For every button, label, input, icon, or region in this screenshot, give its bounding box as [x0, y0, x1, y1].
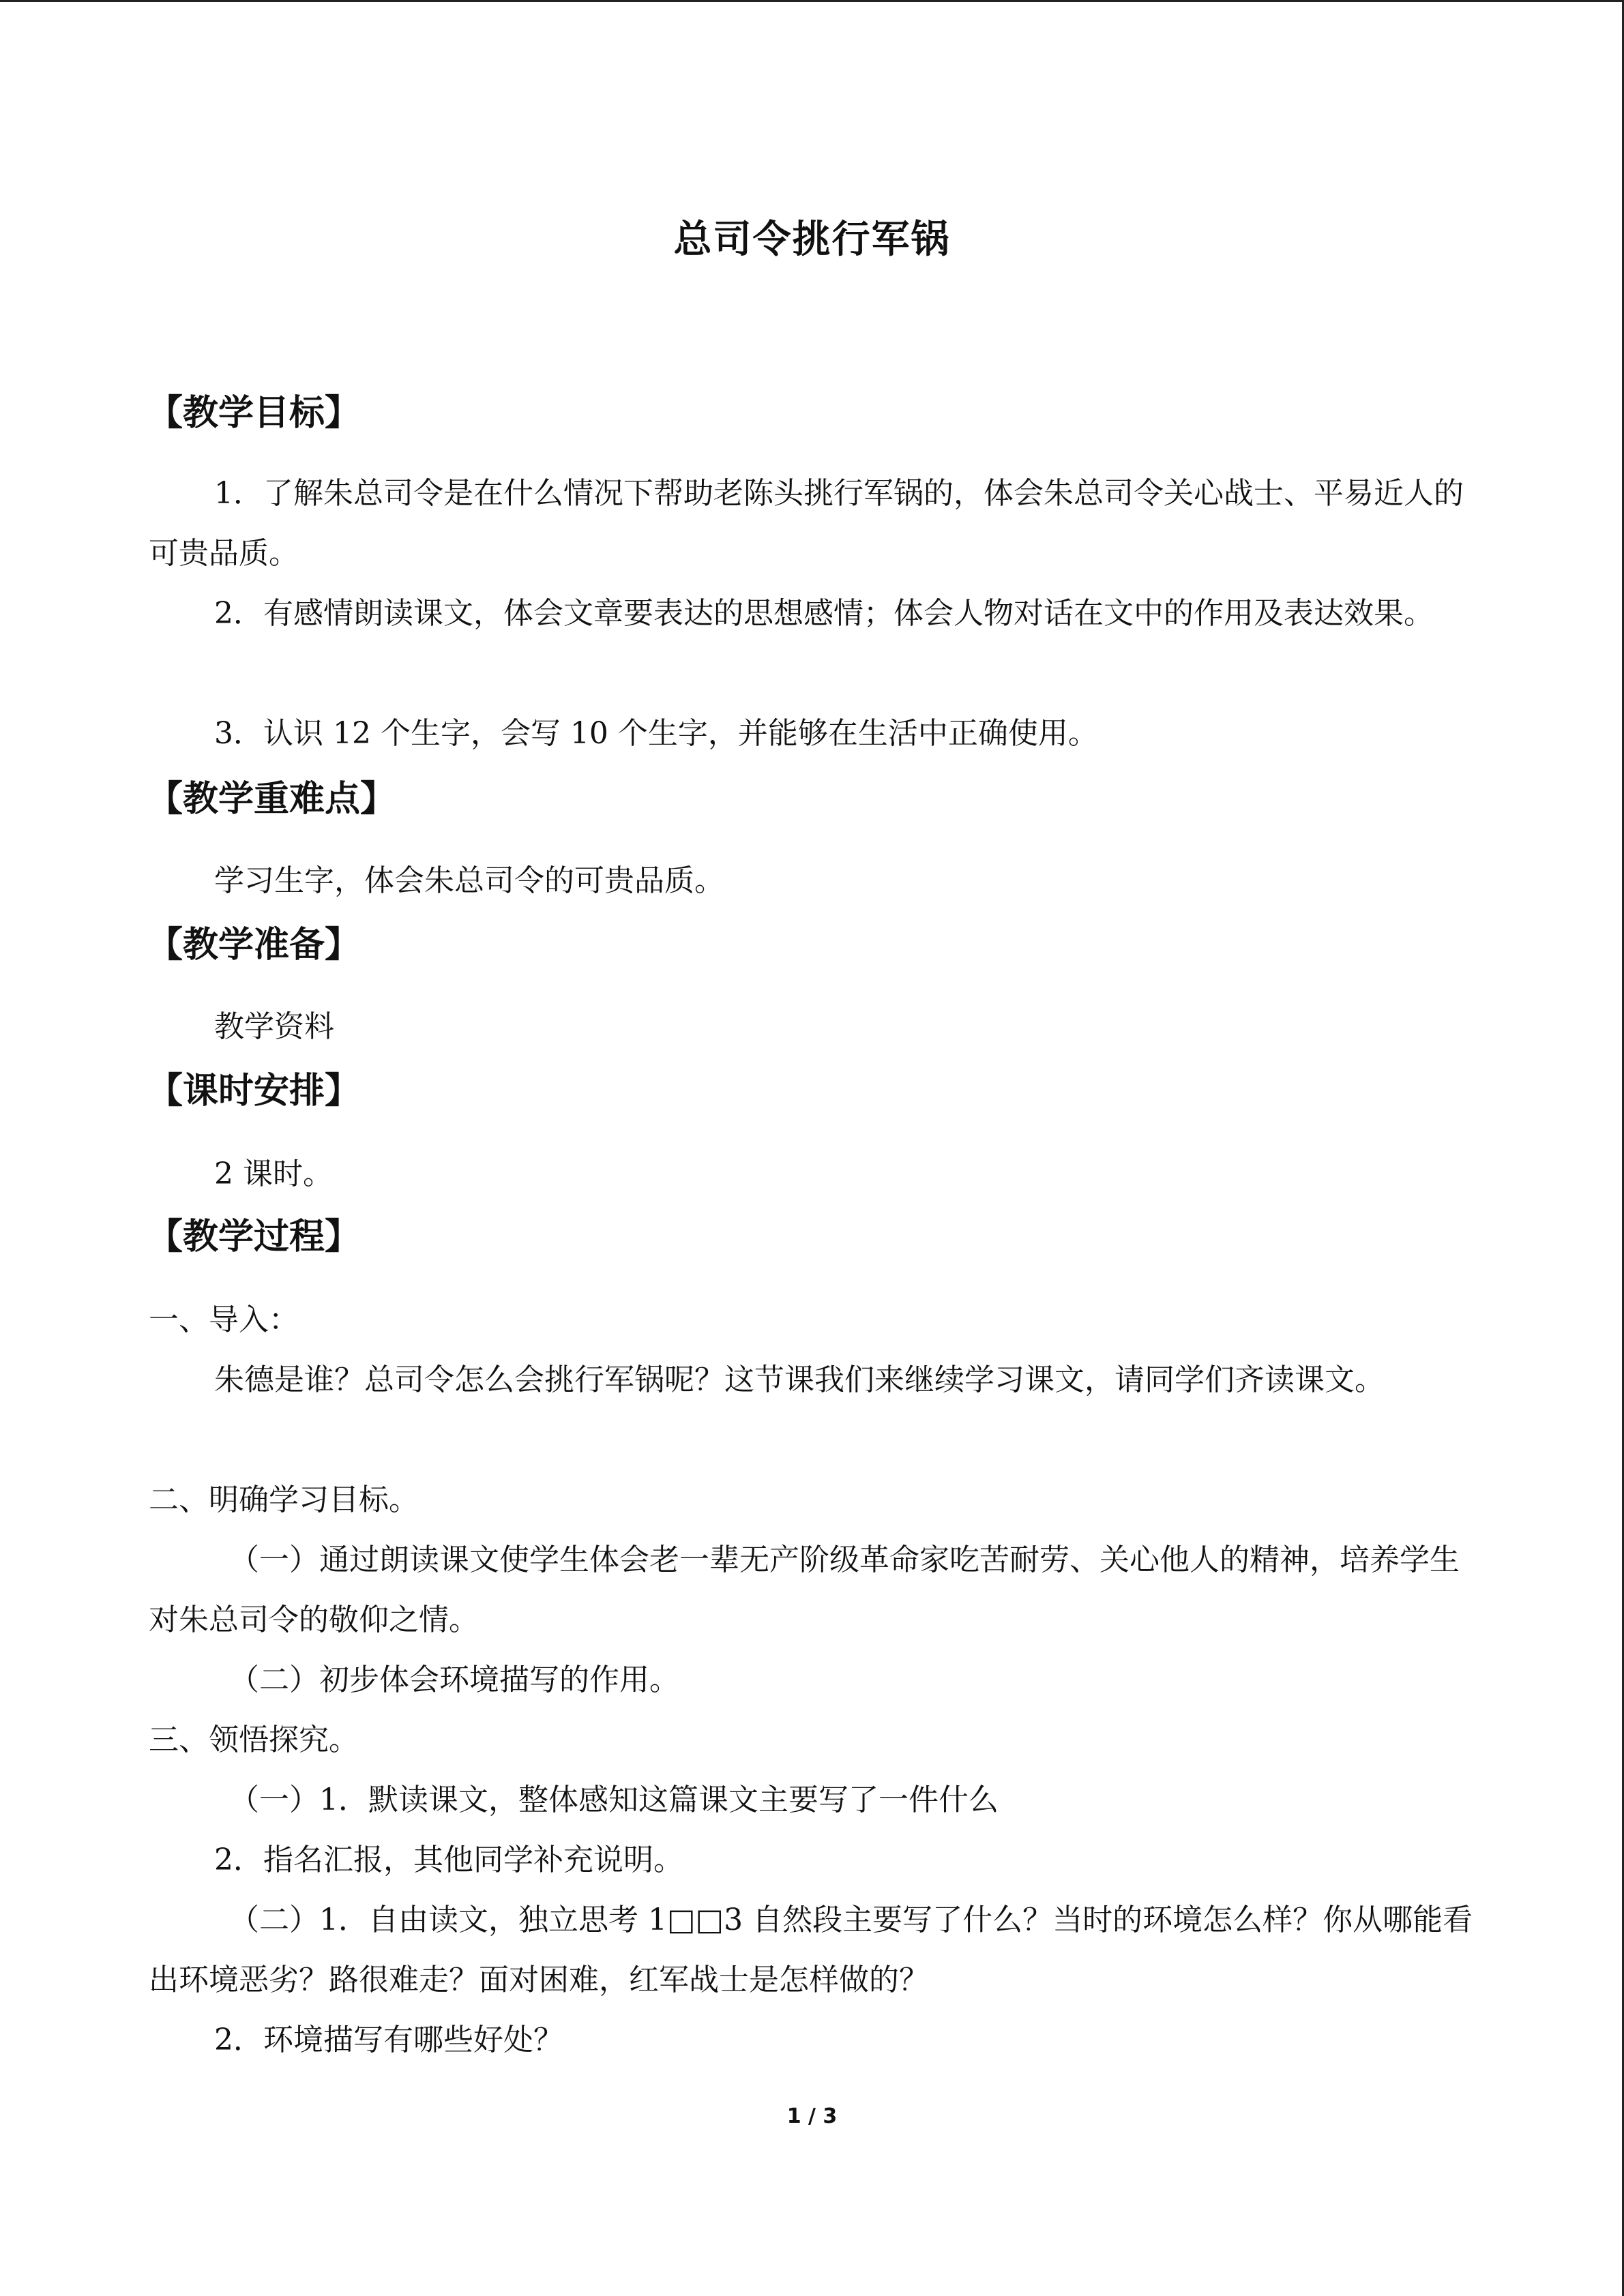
page-title: 总司令挑行军锅 — [673, 218, 951, 262]
process-line-5: （二）初步体会环境描写的作用。 — [229, 1663, 679, 1697]
heading-schedule: 【课时安排】 — [147, 1071, 361, 1112]
process-line-8: 2．指名汇报，其他同学补充说明。 — [214, 1843, 683, 1877]
heading-key-points: 【教学重难点】 — [147, 779, 396, 820]
process-line-6: 三、领悟探究。 — [149, 1723, 359, 1757]
goal-item-3: 3．认识 12 个生字，会写 10 个生字，并能够在生活中正确使用。 — [214, 716, 1098, 751]
process-line-4: （一）通过朗读课文使学生体会老一辈无产阶级革命家吃苦耐劳、关心他人的精神，培养学生对朱总司令的敬仰之情。 — [149, 1542, 1460, 1637]
goal-item-2: 2．有感情朗读课文，体会文章要表达的思想感情；体会人物对话在文中的作用及表达效果。 — [214, 596, 1434, 631]
heading-teaching-goals: 【教学目标】 — [147, 393, 361, 434]
process-line-2: 朱德是谁？总司令怎么会挑行军锅呢？这节课我们来继续学习课文，请同学们齐读课文。 — [214, 1362, 1385, 1397]
heading-process: 【教学过程】 — [147, 1217, 361, 1257]
goal-item-1: 1．了解朱总司令是在什么情况下帮助老陈头挑行军锅的，体会朱总司令关心战士、平易近人的可贵品质。 — [149, 476, 1464, 571]
process-line-7: （一）1．默读课文，整体感知这篇课文主要写了一件什么 — [229, 1783, 999, 1817]
preparation-text: 教学资料 — [214, 1009, 334, 1044]
page-border-top — [0, 0, 1624, 2]
page-indicator: 1 / 3 — [786, 2104, 838, 2128]
heading-preparation: 【教学准备】 — [147, 925, 361, 966]
key-points-text: 学习生字，体会朱总司令的可贵品质。 — [214, 863, 724, 898]
process-line-9: （二）1．自由读文，独立思考 1□□3 自然段主要写了什么？当时的环境怎么样？你从哪能看出环境恶劣？路很难走？面对困难，红军战士是怎样做的？ — [149, 1903, 1473, 1997]
process-line-1: 一、导入： — [149, 1302, 299, 1337]
process-line-10: 2．环境描写有哪些好处？ — [214, 2023, 563, 2057]
schedule-text: 2 课时。 — [214, 1157, 333, 1191]
process-line-3: 二、明确学习目标。 — [149, 1482, 419, 1517]
